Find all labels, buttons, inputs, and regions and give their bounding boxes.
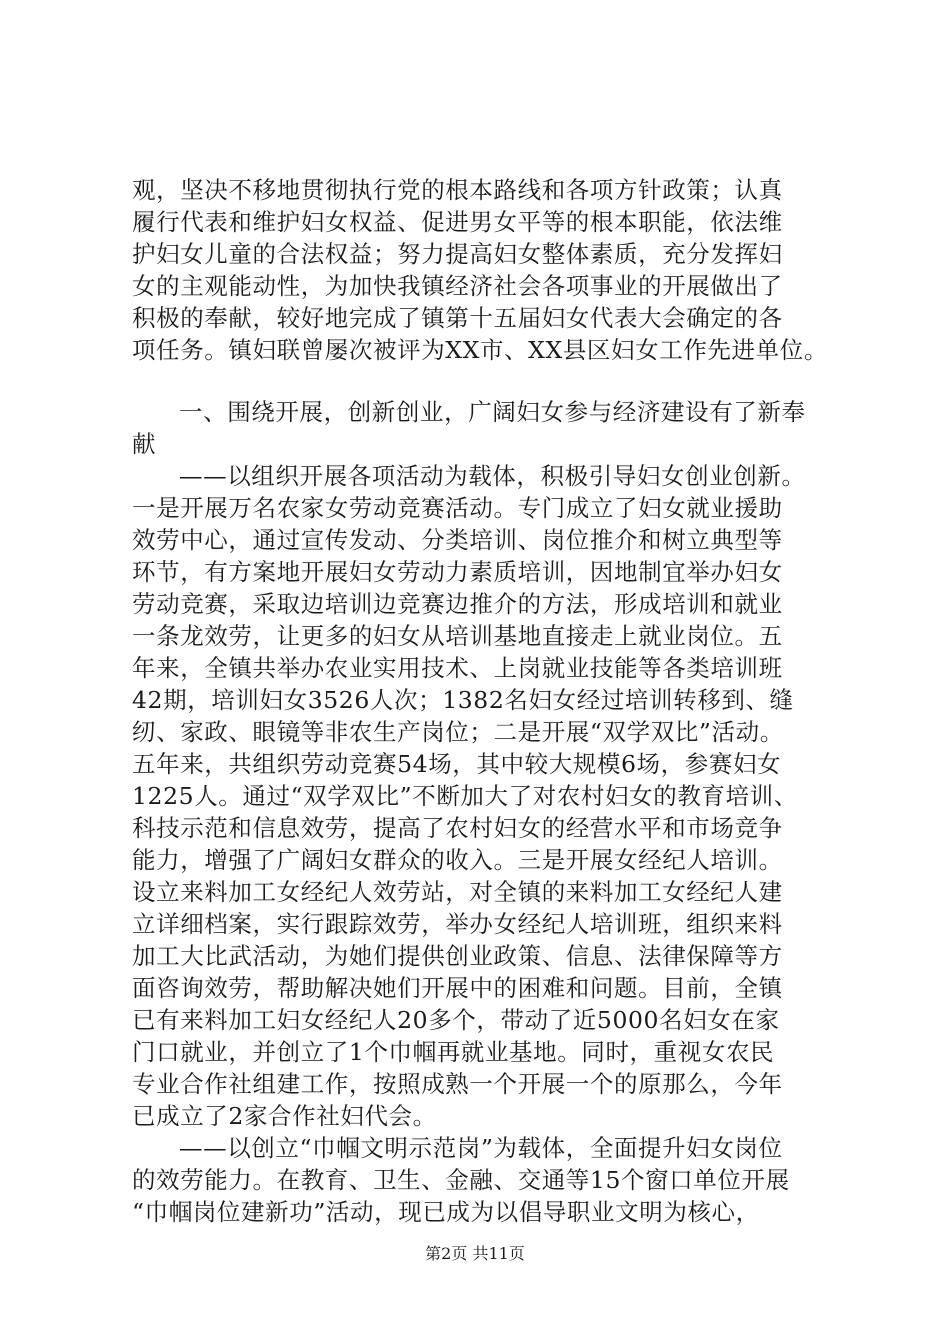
paragraph (132, 174, 832, 366)
text-line: 效劳中心，通过宣传发动、分类培训、岗位推介和树立典型等 (132, 526, 783, 554)
text-line: 劳动竞赛，采取边培训边竞赛边推介的方法，形成培训和就业 (132, 590, 783, 618)
text-line: 门口就业，并创立了1个巾帼再就业基地。同时，重视女农民 (132, 1038, 775, 1066)
heading-line: 献 (132, 430, 157, 458)
text-line: 能力，增强了广阔妇女群众的收入。三是开展女经纪人培训。 (132, 846, 783, 874)
text-line: 的效劳能力。在教育、卫生、金融、交通等15个窗口单位开展 (132, 1166, 790, 1194)
text-line: 已有来料加工妇女经纪人20多个，带动了近5000名妇女在家 (132, 1006, 780, 1034)
text-line: 积极的奉献，较好地完成了镇第十五届妇女代表大会确定的各 (132, 304, 783, 332)
text-line: 设立来料加工女经纪人效劳站，对全镇的来料加工女经纪人建 (132, 878, 783, 906)
text-line: 面咨询效劳，帮助解决她们开展中的困难和问题。目前，全镇 (132, 974, 783, 1002)
text-line: 观，坚决不移地贯彻执行党的根本路线和各项方针政策；认真 (132, 176, 783, 204)
text-line: 项任务。镇妇联曾屡次被评为XX市、XX县区妇女工作先进单位。 (132, 336, 828, 364)
text-line: 年来，全镇共举办农业实用技术、上岗就业技能等各类培训班 (132, 654, 783, 682)
text-line: ——以创立“巾帼文明示范岗”为载体，全面提升妇女岗位 (179, 1134, 783, 1162)
paragraph (132, 1132, 832, 1228)
text-line: 环节，有方案地开展妇女劳动力素质培训，因地制宜举办妇女 (132, 558, 783, 586)
text-line: ——以组织开展各项活动为载体，积极引导妇女创业创新。 (179, 462, 806, 490)
text-line: 1225人。通过“双学双比”不断加大了对农村妇女的教育培训、 (132, 782, 798, 810)
document-body (132, 174, 832, 1228)
text-line: “巾帼岗位建新功”活动，现已成为以倡导职业文明为核心， (132, 1198, 760, 1226)
text-line: 五年来，共组织劳动竞赛54场，其中较大规模6场，参赛妇女 (132, 750, 782, 778)
text-line: 科技示范和信息效劳，提高了农村妇女的经营水平和市场竞争 (132, 814, 783, 842)
text-line: 42期，培训妇女3526人次；1382名妇女经过培训转移到、缝 (132, 686, 794, 714)
text-line: 一条龙效劳，让更多的妇女从培训基地直接走上就业岗位。五 (132, 622, 783, 650)
page-footer (0, 1244, 950, 1264)
text-line: 已成立了2家合作社妇代会。 (132, 1102, 437, 1130)
text-line: 专业合作社组建工作，按照成熟一个开展一个的原那么，今年 (132, 1070, 783, 1098)
text-line: 立详细档案，实行跟踪效劳，举办女经纪人培训班，组织来料 (132, 910, 783, 938)
text-line: 女的主观能动性，为加快我镇经济社会各项事业的开展做出了 (132, 272, 783, 300)
page-number: 第2页 共11页 (425, 1244, 525, 1263)
text-line: 护妇女儿童的合法权益；努力提高妇女整体素质，充分发挥妇 (132, 240, 783, 268)
heading-line: 一、围绕开展，创新创业，广阔妇女参与经济建设有了新奉 (179, 398, 806, 426)
text-line: 一是开展万名农家女劳动竞赛活动。专门成立了妇女就业援助 (132, 494, 783, 522)
paragraph (132, 460, 832, 1132)
section-heading (132, 396, 832, 460)
text-line: 加工大比武活动，为她们提供创业政策、信息、法律保障等方 (132, 942, 783, 970)
text-line: 纫、家政、眼镜等非农生产岗位；二是开展“双学双比”活动。 (132, 718, 784, 746)
text-line: 履行代表和维护妇女权益、促进男女平等的根本职能，依法维 (132, 208, 783, 236)
